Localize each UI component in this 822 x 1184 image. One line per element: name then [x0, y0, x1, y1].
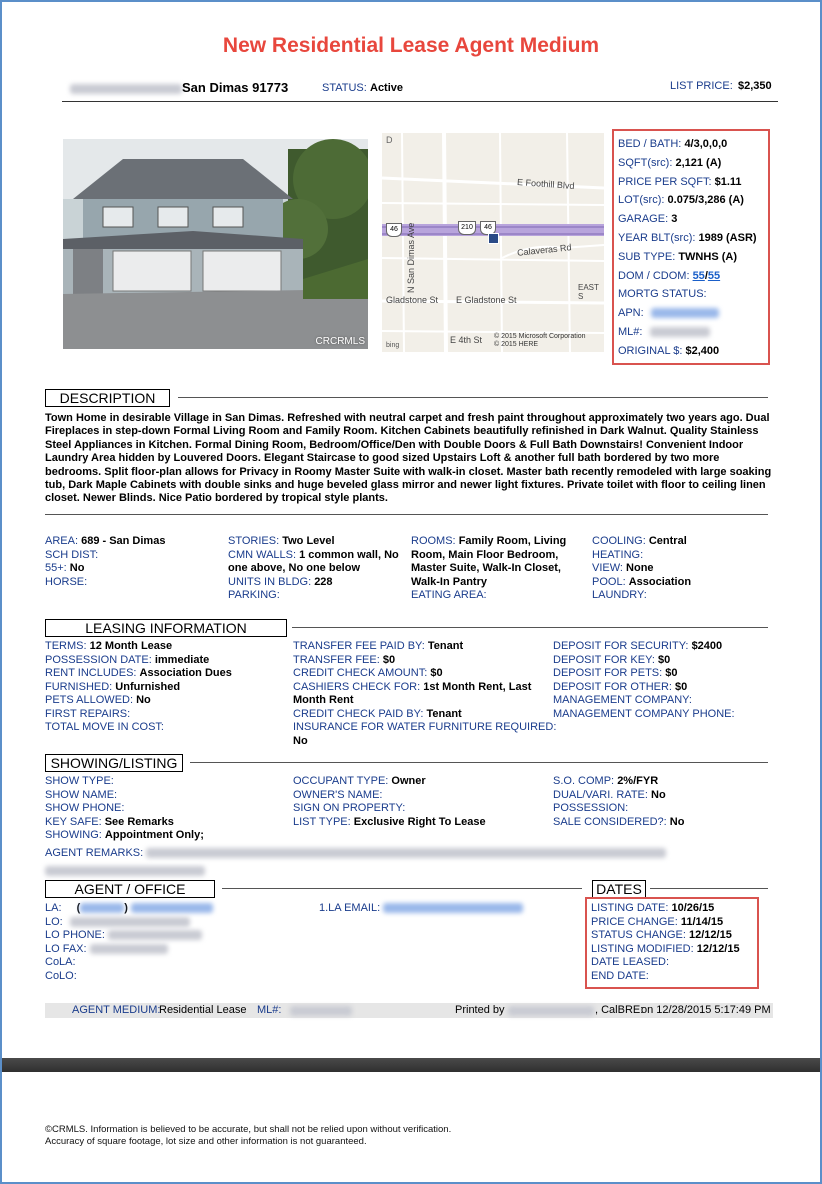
cmn-walls-label: CMN WALLS: [228, 548, 297, 561]
detail-c1-2-value: No [69, 562, 85, 574]
la-email-label: 1.LA EMAIL: [319, 902, 381, 914]
map-street-foothill: E Foothill Blvd [516, 177, 575, 191]
show-c1-1-row [45, 789, 290, 803]
bing-logo: bing [386, 342, 400, 349]
detail-c4-0-label: COOLING: [592, 535, 646, 547]
show-c3-1-row [553, 789, 773, 803]
show-c2-3-label: LIST TYPE: [293, 815, 351, 828]
agent-email [319, 902, 523, 916]
fact-4-row [618, 210, 768, 229]
fact2-2-row [618, 323, 768, 342]
fact-6-value: TWNHS (A) [678, 250, 737, 263]
show-c2-1-row [293, 789, 548, 803]
dom-cdom-label: DOM / CDOM: [618, 269, 690, 282]
detail-c4-0-row [592, 535, 772, 549]
lease-c1-0-row [45, 640, 290, 654]
transfer-fee-label: TRANSFER FEE: [293, 653, 380, 666]
rooms-value-3: Master Suite, Walk-In Closet, [411, 562, 561, 574]
footer-ml-label: ML#: [257, 1004, 282, 1016]
fact-4-value: 3 [671, 213, 678, 226]
showing-col-2 [293, 775, 548, 829]
lease-c1-0-value: 12 Month Lease [89, 640, 173, 652]
insurance-value: No [293, 734, 308, 747]
lease-c1-3-label: FURNISHED: [45, 680, 113, 693]
lease-c1-4-label: PETS ALLOWED: [45, 694, 134, 706]
lease-c1-2-value: Association Dues [139, 667, 232, 679]
lease-c1-0-label: TERMS: [45, 640, 87, 652]
lo-redacted [70, 917, 190, 927]
agent-remarks [45, 847, 775, 861]
lease-c1-2-label: RENT INCLUDES: [45, 667, 137, 679]
date-3-value: 12/12/15 [696, 942, 740, 955]
lo-fax-redacted [90, 944, 168, 954]
map-pin-icon[interactable] [488, 233, 499, 244]
lo-fax-label: LO FAX: [45, 942, 87, 955]
fact-3-row [618, 191, 768, 210]
showing-col-1 [45, 775, 290, 843]
cashiers-check-value-1: 1st Month Rent, Last [423, 680, 532, 693]
date-1-row [591, 916, 756, 930]
lo-label: LO: [45, 915, 63, 928]
dom-cdom-row [618, 267, 768, 286]
printed-by-redacted [508, 1006, 594, 1016]
agent-remarks-line2 [45, 862, 205, 880]
cola-label: CoLA: [45, 956, 76, 968]
lo-phone-label: LO PHONE: [45, 929, 105, 941]
lease-c1-5-label: FIRST REPAIRS: [45, 707, 131, 720]
header-rule [62, 101, 778, 102]
rooms-value-2: Room, Main Floor Bedroom, [411, 548, 559, 561]
fact-2-label: PRICE PER SQFT: [618, 175, 712, 188]
map-street-4th: E 4th St [450, 335, 483, 345]
agent-remarks-label: AGENT REMARKS: [45, 847, 144, 859]
transfer-paid-value: Tenant [427, 640, 464, 652]
la-label: LA: [45, 902, 62, 914]
page-title: New Residential Lease Agent Medium [222, 34, 600, 57]
date-0-value: 10/26/15 [671, 902, 715, 914]
fact-5-value: 1989 (ASR) [698, 231, 757, 244]
map-copyright: © 2015 Microsoft Corporation © 2015 HERE [494, 333, 586, 348]
stories-value: Two Level [282, 535, 335, 547]
show-c2-3-row [293, 816, 548, 830]
date-4-row [591, 956, 756, 970]
disclaimer-line-2: Accuracy of square footage, lot size and other information is not guaranteed. [45, 1136, 367, 1147]
detail-c4-1-label: HEATING: [592, 548, 644, 561]
fact2-3-row [618, 342, 768, 361]
map-street-e-gladstone: E Gladstone St [456, 295, 517, 305]
apn-redacted[interactable] [651, 308, 719, 318]
show-c3-1-label: DUAL/VARI. RATE: [553, 788, 648, 801]
fact-1-label: SQFT(src): [618, 156, 673, 169]
disclaimer-line-1: ©CRMLS. Information is believed to be accurate, but shall not be relied upon without verification. [45, 1124, 452, 1135]
header-row [62, 80, 782, 100]
show-c1-0-label: SHOW TYPE: [45, 775, 114, 787]
show-c1-1-label: SHOW NAME: [45, 788, 118, 801]
show-c3-3-label: SALE CONSIDERED?: [553, 815, 667, 828]
fact-0-label: BED / BATH: [618, 138, 682, 150]
lease-c1-4-row [45, 694, 290, 708]
date-2-label: STATUS CHANGE: [591, 929, 686, 941]
fact-2-row [618, 173, 768, 192]
map-street-san-dimas: N San Dimas Ave [406, 222, 416, 293]
show-c3-3-value: No [669, 815, 685, 828]
dom-separator: / [704, 269, 708, 282]
detail-c4-3-row [592, 576, 772, 590]
cashiers-check-value-2: Month Rent [293, 694, 354, 706]
units-label: UNITS IN BLDG: [228, 575, 312, 588]
lease-c1-3-value: Unfurnished [115, 680, 181, 693]
description-rule [178, 397, 768, 398]
date-2-row [591, 929, 756, 943]
credit-paid-value: Tenant [426, 707, 462, 720]
lease-c1-1-row [45, 654, 290, 668]
property-photo[interactable] [63, 139, 368, 349]
fact2-3-label: ORIGINAL $: [618, 344, 683, 357]
detail-c1-3-label: HORSE: [45, 575, 88, 588]
lease-c1-3-row [45, 681, 290, 695]
date-0-row [591, 902, 756, 916]
show-c3-0-row [553, 775, 773, 789]
map-label-d: D [386, 135, 393, 145]
detail-c1-1-label: SCH DIST: [45, 548, 99, 561]
footer-ml-redacted [290, 1006, 352, 1016]
lease-c3-1-row [553, 654, 773, 668]
fact-5-row [618, 229, 768, 248]
detail-c1-0-row [45, 535, 225, 549]
lease-c3-5-row [553, 708, 773, 722]
date-5-row [591, 970, 756, 984]
description-bottom-rule [45, 514, 768, 515]
fact-0-row [618, 135, 768, 154]
show-c1-4-label: SHOWING: [45, 829, 102, 841]
lease-c3-3-label: DEPOSIT FOR OTHER: [553, 680, 672, 693]
status-label: STATUS: [322, 82, 367, 94]
footer-bar [45, 1003, 773, 1018]
lease-c3-0-row [553, 640, 773, 654]
description-heading: DESCRIPTION [45, 389, 170, 407]
show-c1-4-row [45, 829, 290, 843]
date-0-label: LISTING DATE: [591, 902, 669, 914]
show-c1-0-row [45, 775, 290, 789]
show-c1-3-label: KEY SAFE: [45, 815, 102, 828]
credit-amount-value: $0 [430, 667, 443, 679]
agent-office-heading: AGENT / OFFICE [45, 880, 215, 898]
rooms-value-4: Walk-In Pantry [411, 575, 487, 588]
date-1-label: PRICE CHANGE: [591, 915, 678, 928]
cmn-walls-value-2: one above, No one below [228, 562, 361, 574]
detail-c1-2-label: 55+: [45, 562, 67, 574]
detail-c1-1-row [45, 549, 225, 563]
detail-c1-3-row [45, 576, 225, 590]
credit-amount-label: CREDIT CHECK AMOUNT: [293, 667, 428, 679]
fact2-1-row [618, 304, 768, 323]
list-price-value: $2,350 [738, 80, 772, 92]
detail-c1-2-row [45, 562, 225, 576]
show-c2-3-value: Exclusive Right To Lease [353, 815, 486, 828]
facts-list [618, 135, 768, 361]
calbre-label: , CalBRE: [595, 1004, 644, 1016]
fact-3-value: 0.075/3,286 (A) [667, 194, 744, 207]
la-paren-close: ) [124, 902, 128, 914]
map-shield-46-left: 46 [386, 223, 402, 237]
detail-c4-1-row [592, 549, 772, 563]
leasing-rule [292, 627, 768, 628]
leasing-col-1 [45, 640, 290, 735]
detail-c4-2-label: VIEW: [592, 562, 623, 574]
la-paren-open: ( [76, 902, 81, 914]
show-c2-1-label: OWNER'S NAME: [293, 788, 383, 801]
date-4-label: DATE LEASED: [591, 956, 670, 968]
la-name-redacted[interactable] [131, 903, 213, 913]
colo-label: CoLO: [45, 969, 77, 982]
lease-c3-4-label: MANAGEMENT COMPANY: [553, 694, 692, 706]
description-text: Town Home in desirable Village in San Dimas. Refreshed with neutral carpet and fresh paint throughout approximately two years ago. Dual Fireplaces in step-down Formal Living Room and Family Room. Kitchen Cabinets beautifully refinished in Dark Walnut. Quality Stainless Steel Appliances in Kitchen. Formal Dining Room, Bedroom/Office/Den with Double Doors & Full Bath Downstairs! Convenient Indoor Laundry Area hidden by Louvered Doors. Elegant Staircase to good sized Upstairs Loft & another full bath bordered by two more bedrooms. Split floor-plan allows for Privacy in Roomy Master Suite with walk-in closet. Master bath recently remodeled with large soaking tub, Dark Maple Cabinets with double sinks and huge beveled glass mirror and newer light fixtures. Private toilet with floor to ceiling linen closet. Newer Blinds. Nice Patio bordered by tropical style plants. [45, 412, 772, 505]
status-value: Active [370, 82, 404, 94]
show-c3-3-row [553, 816, 773, 830]
show-c1-4-value: Appointment Only; [104, 829, 204, 841]
show-c3-2-label: POSSESSION: [553, 802, 629, 814]
dates-list [591, 902, 756, 983]
detail-c4-0-value: Central [648, 535, 687, 547]
lease-c1-6-row [45, 721, 290, 735]
detail-c1-0-value: 689 - San Dimas [81, 535, 166, 547]
lease-c3-0-value: $2400 [691, 640, 723, 652]
show-c2-2-label: SIGN ON PROPERTY: [293, 802, 406, 814]
agent-medium-label: AGENT MEDIUM: [72, 1004, 161, 1016]
lease-c1-1-value: immediate [154, 653, 210, 666]
agent-col-1 [45, 902, 305, 983]
fact-6-label: SUB TYPE: [618, 250, 676, 263]
details-col-4 [592, 535, 772, 603]
show-c3-0-label: S.O. COMP: [553, 775, 615, 787]
printed-by-label: Printed by [455, 1004, 505, 1016]
lease-c3-2-value: $0 [665, 667, 678, 679]
show-c1-3-row [45, 816, 290, 830]
detail-c4-4-row [592, 589, 772, 603]
lease-c3-2-label: DEPOSIT FOR PETS: [553, 667, 663, 679]
detail-c4-2-value: None [626, 562, 654, 574]
map-street-calaveras: Calaveras Rd [516, 242, 572, 258]
lease-c3-4-row [553, 694, 773, 708]
lease-c3-3-row [553, 681, 773, 695]
fact2-0-label: MORTG STATUS: [618, 288, 707, 301]
detail-c4-3-value: Association [628, 575, 692, 588]
fact-0-value: 4/3,0,0,0 [684, 138, 728, 150]
show-c3-1-value: No [651, 788, 666, 801]
details-col-3 [411, 535, 591, 603]
fact2-2-label: ML#: [618, 325, 643, 338]
lease-c3-3-value: $0 [675, 680, 688, 693]
credit-paid-label: CREDIT CHECK PAID BY: [293, 707, 424, 720]
lease-c3-1-label: DEPOSIT FOR KEY: [553, 653, 655, 666]
showing-heading: SHOWING/LISTING [45, 754, 183, 772]
lease-c1-1-label: POSSESSION DATE: [45, 653, 152, 666]
list-price-label: LIST PRICE: [670, 80, 733, 92]
cmn-walls-value-1: 1 common wall, No [299, 548, 399, 561]
show-c2-0-value: Owner [391, 775, 426, 787]
fact2-3-value: $2,400 [685, 344, 720, 357]
parking-label: PARKING: [228, 589, 280, 601]
dates-heading: DATES [592, 880, 646, 898]
fact2-0-row [618, 285, 768, 304]
fact-4-label: GARAGE: [618, 213, 669, 226]
transfer-fee-value: $0 [382, 653, 396, 666]
fact-2-value: $1.11 [714, 175, 742, 188]
date-2-value: 12/12/15 [689, 929, 732, 941]
detail-c4-4-label: LAUNDRY: [592, 589, 647, 601]
agent-medium-value: Residential Lease [159, 1004, 247, 1016]
la-id-redacted[interactable] [80, 903, 124, 913]
detail-c4-2-row [592, 562, 772, 576]
map-shield-210: 210 [458, 221, 476, 235]
lease-c3-2-row [553, 667, 773, 681]
showing-rule [190, 762, 768, 763]
transfer-paid-label: TRANSFER FEE PAID BY: [293, 640, 425, 652]
details-col-1 [45, 535, 225, 589]
rooms-label: ROOMS: [411, 535, 456, 547]
details-col-2 [228, 535, 408, 603]
show-c2-2-row [293, 802, 548, 816]
lo-phone-redacted [108, 930, 202, 940]
page-separator-bar [2, 1058, 820, 1072]
lease-c3-1-value: $0 [657, 653, 671, 666]
leasing-col-2 [293, 640, 557, 748]
lease-c1-5-row [45, 708, 290, 722]
detail-c4-3-label: POOL: [592, 575, 626, 588]
show-c2-0-row [293, 775, 548, 789]
cdom-link[interactable]: 55 [707, 269, 721, 282]
location-map[interactable] [382, 133, 604, 352]
date-5-label: END DATE: [591, 969, 649, 982]
lease-c1-6-label: TOTAL MOVE IN COST: [45, 721, 164, 733]
detail-c1-0-label: AREA: [45, 535, 79, 547]
map-street-gladstone: Gladstone St [386, 295, 439, 305]
map-street-east: EAST S [578, 283, 599, 301]
fact-1-value: 2,121 (A) [675, 156, 722, 169]
la-email-redacted[interactable] [383, 903, 523, 913]
show-c3-2-row [553, 802, 773, 816]
eating-area-label: EATING AREA: [411, 589, 487, 601]
city-zip: San Dimas 91773 [182, 80, 289, 95]
date-3-label: LISTING MODIFIED: [591, 942, 694, 955]
agent-remarks-redacted [146, 848, 666, 858]
stories-label: STORIES: [228, 535, 280, 547]
show-c1-2-row [45, 802, 290, 816]
lease-c3-0-label: DEPOSIT FOR SECURITY: [553, 640, 689, 652]
disclaimer [45, 1124, 765, 1148]
house-photo-illustration [63, 139, 368, 349]
address-redacted [70, 84, 182, 94]
fact2-1-label: APN: [618, 307, 644, 320]
insurance-label: INSURANCE FOR WATER FURNITURE REQUIRED: [293, 721, 557, 733]
agent-rule [222, 888, 582, 889]
fact-3-label: LOT(src): [618, 194, 665, 207]
showing-col-3 [553, 775, 773, 829]
printed-on: on 12/28/2015 5:17:49 PM [641, 1004, 771, 1016]
lease-c3-5-label: MANAGEMENT COMPANY PHONE: [553, 707, 735, 720]
rooms-value-1: Family Room, Living [458, 535, 567, 547]
show-c1-3-value: See Remarks [104, 815, 174, 828]
leasing-heading: LEASING INFORMATION [45, 619, 287, 637]
date-1-value: 11/14/15 [680, 915, 724, 928]
fact-5-label: YEAR BLT(src): [618, 231, 696, 244]
fact-6-row [618, 248, 768, 267]
agent-remarks-redacted-2 [45, 866, 205, 876]
fact-1-row [618, 154, 768, 173]
show-c1-2-label: SHOW PHONE: [45, 802, 125, 814]
ml-redacted [650, 327, 710, 337]
date-3-row [591, 943, 756, 957]
lease-c1-4-value: No [136, 694, 151, 706]
dates-rule [650, 888, 768, 889]
map-shield-46-right: 46 [480, 221, 496, 235]
units-value: 228 [314, 575, 333, 588]
show-c3-0-value: 2%/FYR [617, 775, 659, 787]
lease-c1-2-row [45, 667, 290, 681]
photo-watermark: CRCRMLS [315, 336, 365, 347]
leasing-col-3 [553, 640, 773, 721]
dom-link[interactable]: 55 [692, 269, 705, 282]
show-c2-0-label: OCCUPANT TYPE: [293, 775, 389, 787]
cashiers-check-label: CASHIERS CHECK FOR: [293, 680, 421, 693]
